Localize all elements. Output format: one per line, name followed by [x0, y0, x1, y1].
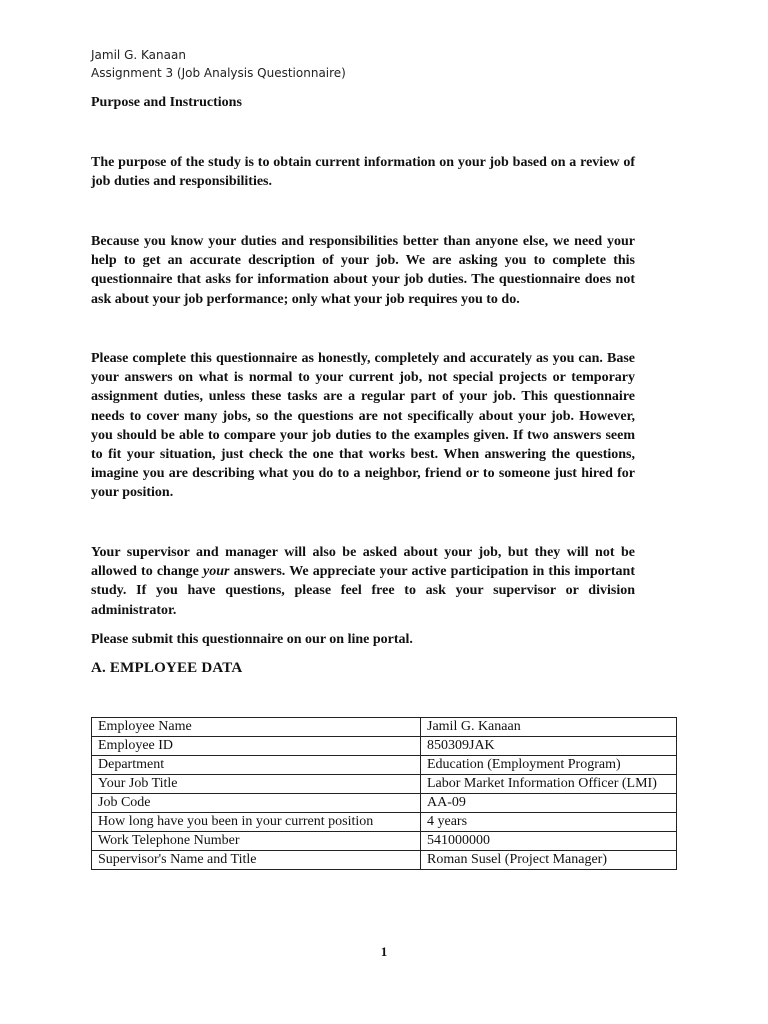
section-title: A. EMPLOYEE DATA	[91, 660, 243, 676]
table-row	[92, 794, 677, 813]
row-label: Supervisor's Name and Title	[92, 851, 421, 870]
row-value: 541000000	[421, 832, 677, 851]
row-label: Work Telephone Number	[92, 832, 421, 851]
row-label: Employee Name	[92, 718, 421, 737]
paragraph-supervisor-emphasis: your	[202, 564, 230, 580]
paragraph-supervisor-part1: Your supervisor and manager will also be asked about your job, but they will not be allowed to change	[91, 545, 635, 580]
table-row	[92, 851, 677, 870]
paragraph-supervisor-part2: answers. We appreciate your active participation in this important study. If you have questions, please feel free to ask your supervisor or division administrator.	[91, 564, 635, 618]
paragraph-purpose: The purpose of the study is to obtain current information on your job based on a review of job duties and responsibilities.	[91, 155, 635, 190]
table-row	[92, 813, 677, 832]
row-value: 4 years	[421, 813, 677, 832]
employee-data-table	[91, 717, 677, 870]
row-value: Labor Market Information Officer (LMI)	[421, 775, 677, 794]
page-number: 1	[380, 944, 388, 959]
table-row	[92, 718, 677, 737]
table-row	[92, 832, 677, 851]
row-label: Employee ID	[92, 737, 421, 756]
row-label: Job Code	[92, 794, 421, 813]
page-heading: Purpose and Instructions	[91, 95, 242, 110]
row-label: Department	[92, 756, 421, 775]
row-value: AA-09	[421, 794, 677, 813]
row-value: Education (Employment Program)	[421, 756, 677, 775]
table-row	[92, 775, 677, 794]
row-label: Your Job Title	[92, 775, 421, 794]
paragraph-instructions: Please complete this questionnaire as honestly, completely and accurately as you can. Base your answers on what is normal to your current job, not special projects or temporary assignment duties, unless these tasks are a regular part of your job. This questionnaire needs to cover many jobs, so the questions are not specifically about your job. However, you should be able to compare your job duties to the examples given. If two answers seem to fit your situation, just check the one that works best. When answering the questions, imagine you are describing what you do to a neighbor, friend or to someone just hired for your position.	[91, 351, 635, 501]
table-row	[92, 737, 677, 756]
paragraph-reason: Because you know your duties and responsibilities better than anyone else, we need your help to get an accurate description of your job. We are asking you to complete this questionnaire that asks for information about your job duties. The questionnaire does not ask about your job performance; only what your job requires you to do.	[91, 234, 635, 307]
paragraph-supervisor	[91, 543, 635, 620]
row-value: Roman Susel (Project Manager)	[421, 851, 677, 870]
row-value: Jamil G. Kanaan	[421, 718, 677, 737]
row-label: How long have you been in your current position	[92, 813, 421, 832]
assignment-title: Assignment 3 (Job Analysis Questionnaire)	[91, 66, 346, 80]
table-row	[92, 756, 677, 775]
paragraph-submit: Please submit this questionnaire on our on line portal.	[91, 632, 413, 647]
row-value: 850309JAK	[421, 737, 677, 756]
author-name: Jamil G. Kanaan	[91, 48, 186, 62]
